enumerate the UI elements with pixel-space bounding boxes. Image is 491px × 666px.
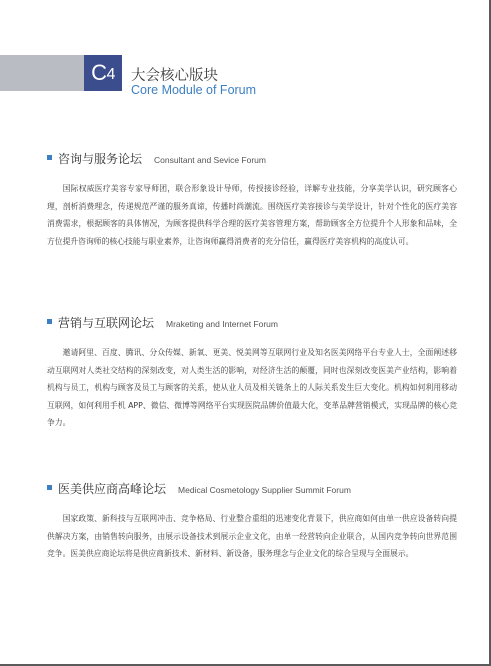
section-title-cn: 医美供应商高峰论坛 [58,482,167,496]
square-bullet-icon [47,485,52,490]
section-heading [47,150,457,168]
section-title-en: Medical Cosmetology Supplier Summit Forum [178,485,351,495]
chapter-number: 4 [106,66,115,83]
square-bullet-icon [47,319,52,324]
page-subtitle: Core Module of Forum [131,83,257,97]
section-body: 国际权威医疗美容专家导师团，联合形象设计导师，传授接诊经验，详解专业技能，分享美学认识，研究顾客心理，剖析消费理念，传递规范严谨的服务真谛，传播时尚潮流。围绕医疗美容接诊与美学设计，针对个性化的医疗美容消费需求，根据顾客的具体情况，为顾客提供科学合理的医疗美容管理方案，帮助顾客全方位提升个人形象和品味，全方位提升咨询师的核心技能与职业素养，让咨询师赢得消费者的充分信任，赢得医疗美容机构的高度认可。 [47,184,457,246]
page-title: 大会核心版块 [131,68,218,84]
chapter-badge [84,55,122,91]
section-marketing-internet [47,314,457,432]
section-heading [47,314,457,332]
section-heading [47,480,457,498]
section-supplier-summit [47,480,457,563]
section-consultant-service [47,150,457,250]
section-body: 国家政策、新科技与互联网冲击、竞争格局、行业整合重组的迅速变化背景下，供应商如何由单一供应设备转向提供解决方案，由销售转向服务，由展示设备技术到展示企业文化，由单一经营转向企业联合，从国内竞争转向世界范围竞争。医美供应商论坛将是供应商新技术、新材料、新设备，服务理念与企业文化的综合呈现与全面展示。 [47,514,457,558]
section-body: 邀请阿里、百度、腾讯、分众传媒、新氧、更美、悦美网等互联网行业及知名医美网络平台专业人士，全面阐述移动互联网对人类社交结构的深刻改变，对人类生活的影响，对经济生活的颠覆，同时也深刻改变医美产业结构，影响着机构与员工，机构与顾客及员工与顾客的关系，使从业人员及相关链条上的人际关系发生巨大变化。机构如何利用移动互联网，如何利用手机 APP、微信、微博等网络平台实现医院品牌价值最大化，变革品牌营销模式，实现品牌的核心竞争力。 [47,348,457,427]
section-title-cn: 营销与互联网论坛 [58,316,155,330]
chapter-letter: C [91,60,107,85]
section-title-cn: 咨询与服务论坛 [58,152,143,166]
section-title-en: Mraketing and Internet Forum [166,319,278,329]
section-title-en: Consultant and Sevice Forum [154,155,266,165]
square-bullet-icon [47,155,52,160]
header-gray-band [0,55,84,91]
